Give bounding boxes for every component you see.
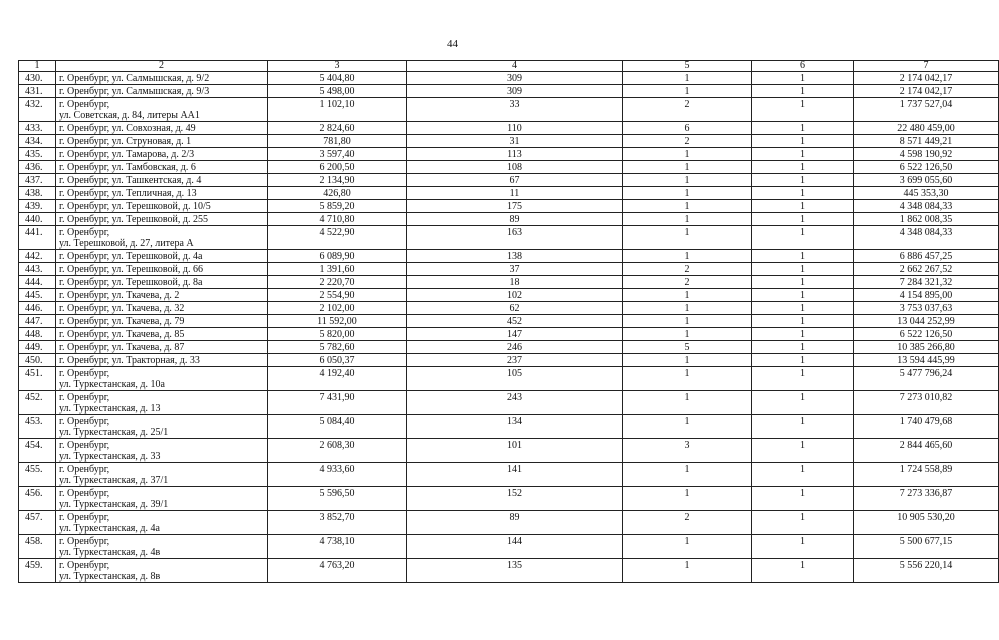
address-line: г. Оренбург, <box>59 536 110 547</box>
col5-cell: 2 <box>623 98 752 122</box>
address-line: г. Оренбург, ул. Тракторная, д. 33 <box>59 355 200 366</box>
col6-cell: 1 <box>752 250 854 263</box>
address-line: ул. Туркестанская, д. 39/1 <box>59 499 169 510</box>
table-row <box>19 213 999 226</box>
amount-cell: 7 273 010,82 <box>854 391 999 415</box>
table-row <box>19 487 999 511</box>
row-number: 455. <box>19 463 56 487</box>
table-row <box>19 276 999 289</box>
row-number: 441. <box>19 226 56 250</box>
col6-cell: 1 <box>752 226 854 250</box>
address-cell <box>56 98 268 122</box>
amount-cell: 2 662 267,52 <box>854 263 999 276</box>
area-cell: 11 592,00 <box>268 315 407 328</box>
table-row <box>19 439 999 463</box>
col4-cell: 31 <box>407 135 623 148</box>
row-number: 446. <box>19 302 56 315</box>
col6-cell: 1 <box>752 328 854 341</box>
col5-cell: 1 <box>623 250 752 263</box>
table-row <box>19 161 999 174</box>
col6-cell: 1 <box>752 174 854 187</box>
address-line: г. Оренбург, ул. Струновая, д. 1 <box>59 136 192 147</box>
table-row <box>19 559 999 583</box>
address-line: г. Оренбург, ул. Терешковой, д. 8а <box>59 277 203 288</box>
row-number: 449. <box>19 341 56 354</box>
col6-cell: 1 <box>752 341 854 354</box>
row-number: 451. <box>19 367 56 391</box>
address-cell <box>56 511 268 535</box>
amount-cell: 1 724 558,89 <box>854 463 999 487</box>
table-row <box>19 226 999 250</box>
row-number: 456. <box>19 487 56 511</box>
col6-cell: 1 <box>752 367 854 391</box>
address-line: г. Оренбург, <box>59 368 110 379</box>
amount-cell: 13 044 252,99 <box>854 315 999 328</box>
address-line: ул. Туркестанская, д. 4а <box>59 523 160 534</box>
col5-cell: 3 <box>623 439 752 463</box>
area-cell: 4 933,60 <box>268 463 407 487</box>
row-number: 458. <box>19 535 56 559</box>
col5-cell: 1 <box>623 226 752 250</box>
area-cell: 4 710,80 <box>268 213 407 226</box>
address-line: г. Оренбург, ул. Тепличная, д. 13 <box>59 188 197 199</box>
address-cell <box>56 213 268 226</box>
col5-cell: 1 <box>623 187 752 200</box>
col6-cell: 1 <box>752 463 854 487</box>
col6-cell: 1 <box>752 487 854 511</box>
amount-cell: 4 154 895,00 <box>854 289 999 302</box>
col6-cell: 1 <box>752 135 854 148</box>
row-number: 436. <box>19 161 56 174</box>
address-cell <box>56 263 268 276</box>
col4-cell: 309 <box>407 72 623 85</box>
header-cell: 7 <box>854 61 999 72</box>
address-cell <box>56 161 268 174</box>
row-number: 438. <box>19 187 56 200</box>
amount-cell: 4 348 084,33 <box>854 226 999 250</box>
area-cell: 1 102,10 <box>268 98 407 122</box>
col5-cell: 1 <box>623 148 752 161</box>
col4-cell: 33 <box>407 98 623 122</box>
amount-cell: 2 174 042,17 <box>854 72 999 85</box>
address-line: г. Оренбург, ул. Ткачева, д. 2 <box>59 290 180 301</box>
col6-cell: 1 <box>752 535 854 559</box>
area-cell: 2 608,30 <box>268 439 407 463</box>
col5-cell: 1 <box>623 463 752 487</box>
address-line: ул. Туркестанская, д. 4в <box>59 547 161 558</box>
row-number: 439. <box>19 200 56 213</box>
row-number: 442. <box>19 250 56 263</box>
col4-cell: 163 <box>407 226 623 250</box>
col4-cell: 147 <box>407 328 623 341</box>
area-cell: 5 498,00 <box>268 85 407 98</box>
table-row <box>19 367 999 391</box>
address-cell <box>56 367 268 391</box>
table-header <box>19 61 999 72</box>
address-cell <box>56 289 268 302</box>
address-line: г. Оренбург, ул. Салмышская, д. 9/2 <box>59 73 210 84</box>
amount-cell: 6 886 457,25 <box>854 250 999 263</box>
table-row <box>19 328 999 341</box>
address-line: г. Оренбург, <box>59 392 110 403</box>
col4-cell: 135 <box>407 559 623 583</box>
row-number: 445. <box>19 289 56 302</box>
col4-cell: 102 <box>407 289 623 302</box>
col6-cell: 1 <box>752 315 854 328</box>
col5-cell: 1 <box>623 391 752 415</box>
housing-table <box>18 60 999 583</box>
address-line: г. Оренбург, <box>59 560 110 571</box>
amount-cell: 6 522 126,50 <box>854 328 999 341</box>
col6-cell: 1 <box>752 213 854 226</box>
header-cell: 1 <box>19 61 56 72</box>
area-cell: 6 200,50 <box>268 161 407 174</box>
area-cell: 5 404,80 <box>268 72 407 85</box>
area-cell: 5 782,60 <box>268 341 407 354</box>
col5-cell: 2 <box>623 511 752 535</box>
address-cell <box>56 487 268 511</box>
col4-cell: 101 <box>407 439 623 463</box>
col5-cell: 1 <box>623 302 752 315</box>
col4-cell: 141 <box>407 463 623 487</box>
address-line: ул. Терешковой, д. 27, литера А <box>59 238 194 249</box>
address-cell <box>56 415 268 439</box>
col4-cell: 134 <box>407 415 623 439</box>
row-number: 450. <box>19 354 56 367</box>
col4-cell: 89 <box>407 213 623 226</box>
col6-cell: 1 <box>752 276 854 289</box>
col5-cell: 1 <box>623 200 752 213</box>
address-line: г. Оренбург, ул. Ткачева, д. 32 <box>59 303 185 314</box>
col6-cell: 1 <box>752 511 854 535</box>
col6-cell: 1 <box>752 187 854 200</box>
col6-cell: 1 <box>752 85 854 98</box>
row-number: 433. <box>19 122 56 135</box>
address-line: г. Оренбург, ул. Ткачева, д. 85 <box>59 329 185 340</box>
area-cell: 426,80 <box>268 187 407 200</box>
address-line: г. Оренбург, ул. Ткачева, д. 79 <box>59 316 185 327</box>
amount-cell: 5 556 220,14 <box>854 559 999 583</box>
col4-cell: 175 <box>407 200 623 213</box>
table-row <box>19 174 999 187</box>
col5-cell: 1 <box>623 487 752 511</box>
col6-cell: 1 <box>752 415 854 439</box>
address-line: г. Оренбург, ул. Тамбовская, д. 6 <box>59 162 196 173</box>
table-row <box>19 148 999 161</box>
header-cell: 3 <box>268 61 407 72</box>
area-cell: 2 220,70 <box>268 276 407 289</box>
address-cell <box>56 200 268 213</box>
table-row <box>19 315 999 328</box>
amount-cell: 7 273 336,87 <box>854 487 999 511</box>
address-cell <box>56 72 268 85</box>
amount-cell: 5 500 677,15 <box>854 535 999 559</box>
area-cell: 5 596,50 <box>268 487 407 511</box>
col4-cell: 113 <box>407 148 623 161</box>
amount-cell: 13 594 445,99 <box>854 354 999 367</box>
col4-cell: 144 <box>407 535 623 559</box>
amount-cell: 445 353,30 <box>854 187 999 200</box>
row-number: 440. <box>19 213 56 226</box>
address-cell <box>56 187 268 200</box>
address-cell <box>56 148 268 161</box>
amount-cell: 10 905 530,20 <box>854 511 999 535</box>
table-row <box>19 302 999 315</box>
col4-cell: 18 <box>407 276 623 289</box>
table-row <box>19 200 999 213</box>
amount-cell: 5 477 796,24 <box>854 367 999 391</box>
address-line: ул. Туркестанская, д. 13 <box>59 403 161 414</box>
row-number: 447. <box>19 315 56 328</box>
area-cell: 4 738,10 <box>268 535 407 559</box>
col5-cell: 1 <box>623 161 752 174</box>
address-line: г. Оренбург, <box>59 488 110 499</box>
area-cell: 5 859,20 <box>268 200 407 213</box>
col4-cell: 237 <box>407 354 623 367</box>
header-cell: 6 <box>752 61 854 72</box>
area-cell: 6 050,37 <box>268 354 407 367</box>
table-row <box>19 463 999 487</box>
table-row <box>19 72 999 85</box>
header-cell: 4 <box>407 61 623 72</box>
page-number: 44 <box>447 38 458 50</box>
amount-cell: 10 385 266,80 <box>854 341 999 354</box>
col5-cell: 1 <box>623 328 752 341</box>
col5-cell: 2 <box>623 263 752 276</box>
col5-cell: 1 <box>623 315 752 328</box>
area-cell: 2 134,90 <box>268 174 407 187</box>
row-number: 453. <box>19 415 56 439</box>
address-cell <box>56 391 268 415</box>
col6-cell: 1 <box>752 263 854 276</box>
table-row <box>19 187 999 200</box>
col5-cell: 1 <box>623 213 752 226</box>
area-cell: 4 192,40 <box>268 367 407 391</box>
col4-cell: 62 <box>407 302 623 315</box>
col5-cell: 1 <box>623 415 752 439</box>
address-line: г. Оренбург, ул. Тамарова, д. 2/3 <box>59 149 195 160</box>
col4-cell: 246 <box>407 341 623 354</box>
address-cell <box>56 174 268 187</box>
address-line: г. Оренбург, ул. Терешковой, д. 4а <box>59 251 203 262</box>
col5-cell: 1 <box>623 72 752 85</box>
row-number: 448. <box>19 328 56 341</box>
col6-cell: 1 <box>752 98 854 122</box>
col6-cell: 1 <box>752 161 854 174</box>
col6-cell: 1 <box>752 354 854 367</box>
col4-cell: 67 <box>407 174 623 187</box>
col6-cell: 1 <box>752 122 854 135</box>
col4-cell: 108 <box>407 161 623 174</box>
address-cell <box>56 463 268 487</box>
address-line: г. Оренбург, ул. Ташкентская, д. 4 <box>59 175 202 186</box>
col4-cell: 105 <box>407 367 623 391</box>
row-number: 443. <box>19 263 56 276</box>
col6-cell: 1 <box>752 302 854 315</box>
area-cell: 3 852,70 <box>268 511 407 535</box>
amount-cell: 4 598 190,92 <box>854 148 999 161</box>
address-cell <box>56 439 268 463</box>
table-row <box>19 341 999 354</box>
area-cell: 7 431,90 <box>268 391 407 415</box>
amount-cell: 1 737 527,04 <box>854 98 999 122</box>
address-cell <box>56 354 268 367</box>
address-line: г. Оренбург, ул. Терешковой, д. 10/5 <box>59 201 211 212</box>
row-number: 435. <box>19 148 56 161</box>
col4-cell: 152 <box>407 487 623 511</box>
table-row <box>19 535 999 559</box>
amount-cell: 2 174 042,17 <box>854 85 999 98</box>
table-row <box>19 391 999 415</box>
address-line: г. Оренбург, ул. Терешковой, д. 255 <box>59 214 208 225</box>
amount-cell: 3 699 055,60 <box>854 174 999 187</box>
col5-cell: 1 <box>623 535 752 559</box>
amount-cell: 2 844 465,60 <box>854 439 999 463</box>
address-line: г. Оренбург, <box>59 416 110 427</box>
amount-cell: 1 862 008,35 <box>854 213 999 226</box>
col6-cell: 1 <box>752 391 854 415</box>
row-number: 434. <box>19 135 56 148</box>
address-cell <box>56 250 268 263</box>
address-cell <box>56 302 268 315</box>
area-cell: 5 084,40 <box>268 415 407 439</box>
col4-cell: 452 <box>407 315 623 328</box>
col5-cell: 5 <box>623 341 752 354</box>
amount-cell: 4 348 084,33 <box>854 200 999 213</box>
address-cell <box>56 135 268 148</box>
address-cell <box>56 122 268 135</box>
col4-cell: 11 <box>407 187 623 200</box>
address-line: ул. Туркестанская, д. 37/1 <box>59 475 169 486</box>
address-line: ул. Туркестанская, д. 10а <box>59 379 165 390</box>
col5-cell: 2 <box>623 135 752 148</box>
table-row <box>19 122 999 135</box>
col4-cell: 243 <box>407 391 623 415</box>
col6-cell: 1 <box>752 559 854 583</box>
row-number: 444. <box>19 276 56 289</box>
table-row <box>19 289 999 302</box>
area-cell: 5 820,00 <box>268 328 407 341</box>
table-row <box>19 354 999 367</box>
address-line: ул. Туркестанская, д. 33 <box>59 451 161 462</box>
amount-cell: 22 480 459,00 <box>854 122 999 135</box>
area-cell: 3 597,40 <box>268 148 407 161</box>
col4-cell: 138 <box>407 250 623 263</box>
row-number: 432. <box>19 98 56 122</box>
row-number: 430. <box>19 72 56 85</box>
address-line: г. Оренбург, <box>59 512 110 523</box>
col6-cell: 1 <box>752 439 854 463</box>
area-cell: 2 554,90 <box>268 289 407 302</box>
address-cell <box>56 226 268 250</box>
area-cell: 781,80 <box>268 135 407 148</box>
table-body <box>19 72 999 583</box>
row-number: 452. <box>19 391 56 415</box>
address-line: г. Оренбург, ул. Терешковой, д. 66 <box>59 264 203 275</box>
address-line: г. Оренбург, ул. Ткачева, д. 87 <box>59 342 185 353</box>
address-cell <box>56 276 268 289</box>
table-row <box>19 263 999 276</box>
address-line: г. Оренбург, <box>59 227 110 238</box>
header-cell: 2 <box>56 61 268 72</box>
address-line: ул. Туркестанская, д. 25/1 <box>59 427 169 438</box>
address-line: г. Оренбург, <box>59 99 110 110</box>
address-line: г. Оренбург, ул. Совхозная, д. 49 <box>59 123 196 134</box>
area-cell: 4 763,20 <box>268 559 407 583</box>
row-number: 431. <box>19 85 56 98</box>
area-cell: 2 102,00 <box>268 302 407 315</box>
address-cell <box>56 315 268 328</box>
col5-cell: 2 <box>623 276 752 289</box>
address-line: ул. Туркестанская, д. 8в <box>59 571 161 582</box>
col4-cell: 89 <box>407 511 623 535</box>
area-cell: 2 824,60 <box>268 122 407 135</box>
row-number: 437. <box>19 174 56 187</box>
row-number: 457. <box>19 511 56 535</box>
header-cell: 5 <box>623 61 752 72</box>
col5-cell: 1 <box>623 559 752 583</box>
col4-cell: 37 <box>407 263 623 276</box>
area-cell: 1 391,60 <box>268 263 407 276</box>
table-row <box>19 415 999 439</box>
col6-cell: 1 <box>752 200 854 213</box>
address-cell <box>56 328 268 341</box>
col5-cell: 1 <box>623 367 752 391</box>
address-cell <box>56 85 268 98</box>
row-number: 459. <box>19 559 56 583</box>
amount-cell: 6 522 126,50 <box>854 161 999 174</box>
address-line: г. Оренбург, ул. Салмышская, д. 9/3 <box>59 86 210 97</box>
address-line: г. Оренбург, <box>59 464 110 475</box>
address-cell <box>56 559 268 583</box>
col5-cell: 1 <box>623 174 752 187</box>
address-cell <box>56 341 268 354</box>
row-number: 454. <box>19 439 56 463</box>
col6-cell: 1 <box>752 289 854 302</box>
table-row <box>19 98 999 122</box>
area-cell: 6 089,90 <box>268 250 407 263</box>
table-row <box>19 135 999 148</box>
amount-cell: 8 571 449,21 <box>854 135 999 148</box>
col5-cell: 1 <box>623 289 752 302</box>
address-cell <box>56 535 268 559</box>
col6-cell: 1 <box>752 72 854 85</box>
col5-cell: 1 <box>623 354 752 367</box>
amount-cell: 3 753 037,63 <box>854 302 999 315</box>
amount-cell: 1 740 479,68 <box>854 415 999 439</box>
table-row <box>19 250 999 263</box>
table-row <box>19 511 999 535</box>
col5-cell: 6 <box>623 122 752 135</box>
address-line: ул. Советская, д. 84, литеры АА1 <box>59 110 200 121</box>
area-cell: 4 522,90 <box>268 226 407 250</box>
col4-cell: 110 <box>407 122 623 135</box>
amount-cell: 7 284 321,32 <box>854 276 999 289</box>
col4-cell: 309 <box>407 85 623 98</box>
address-line: г. Оренбург, <box>59 440 110 451</box>
col5-cell: 1 <box>623 85 752 98</box>
table-row <box>19 85 999 98</box>
col6-cell: 1 <box>752 148 854 161</box>
